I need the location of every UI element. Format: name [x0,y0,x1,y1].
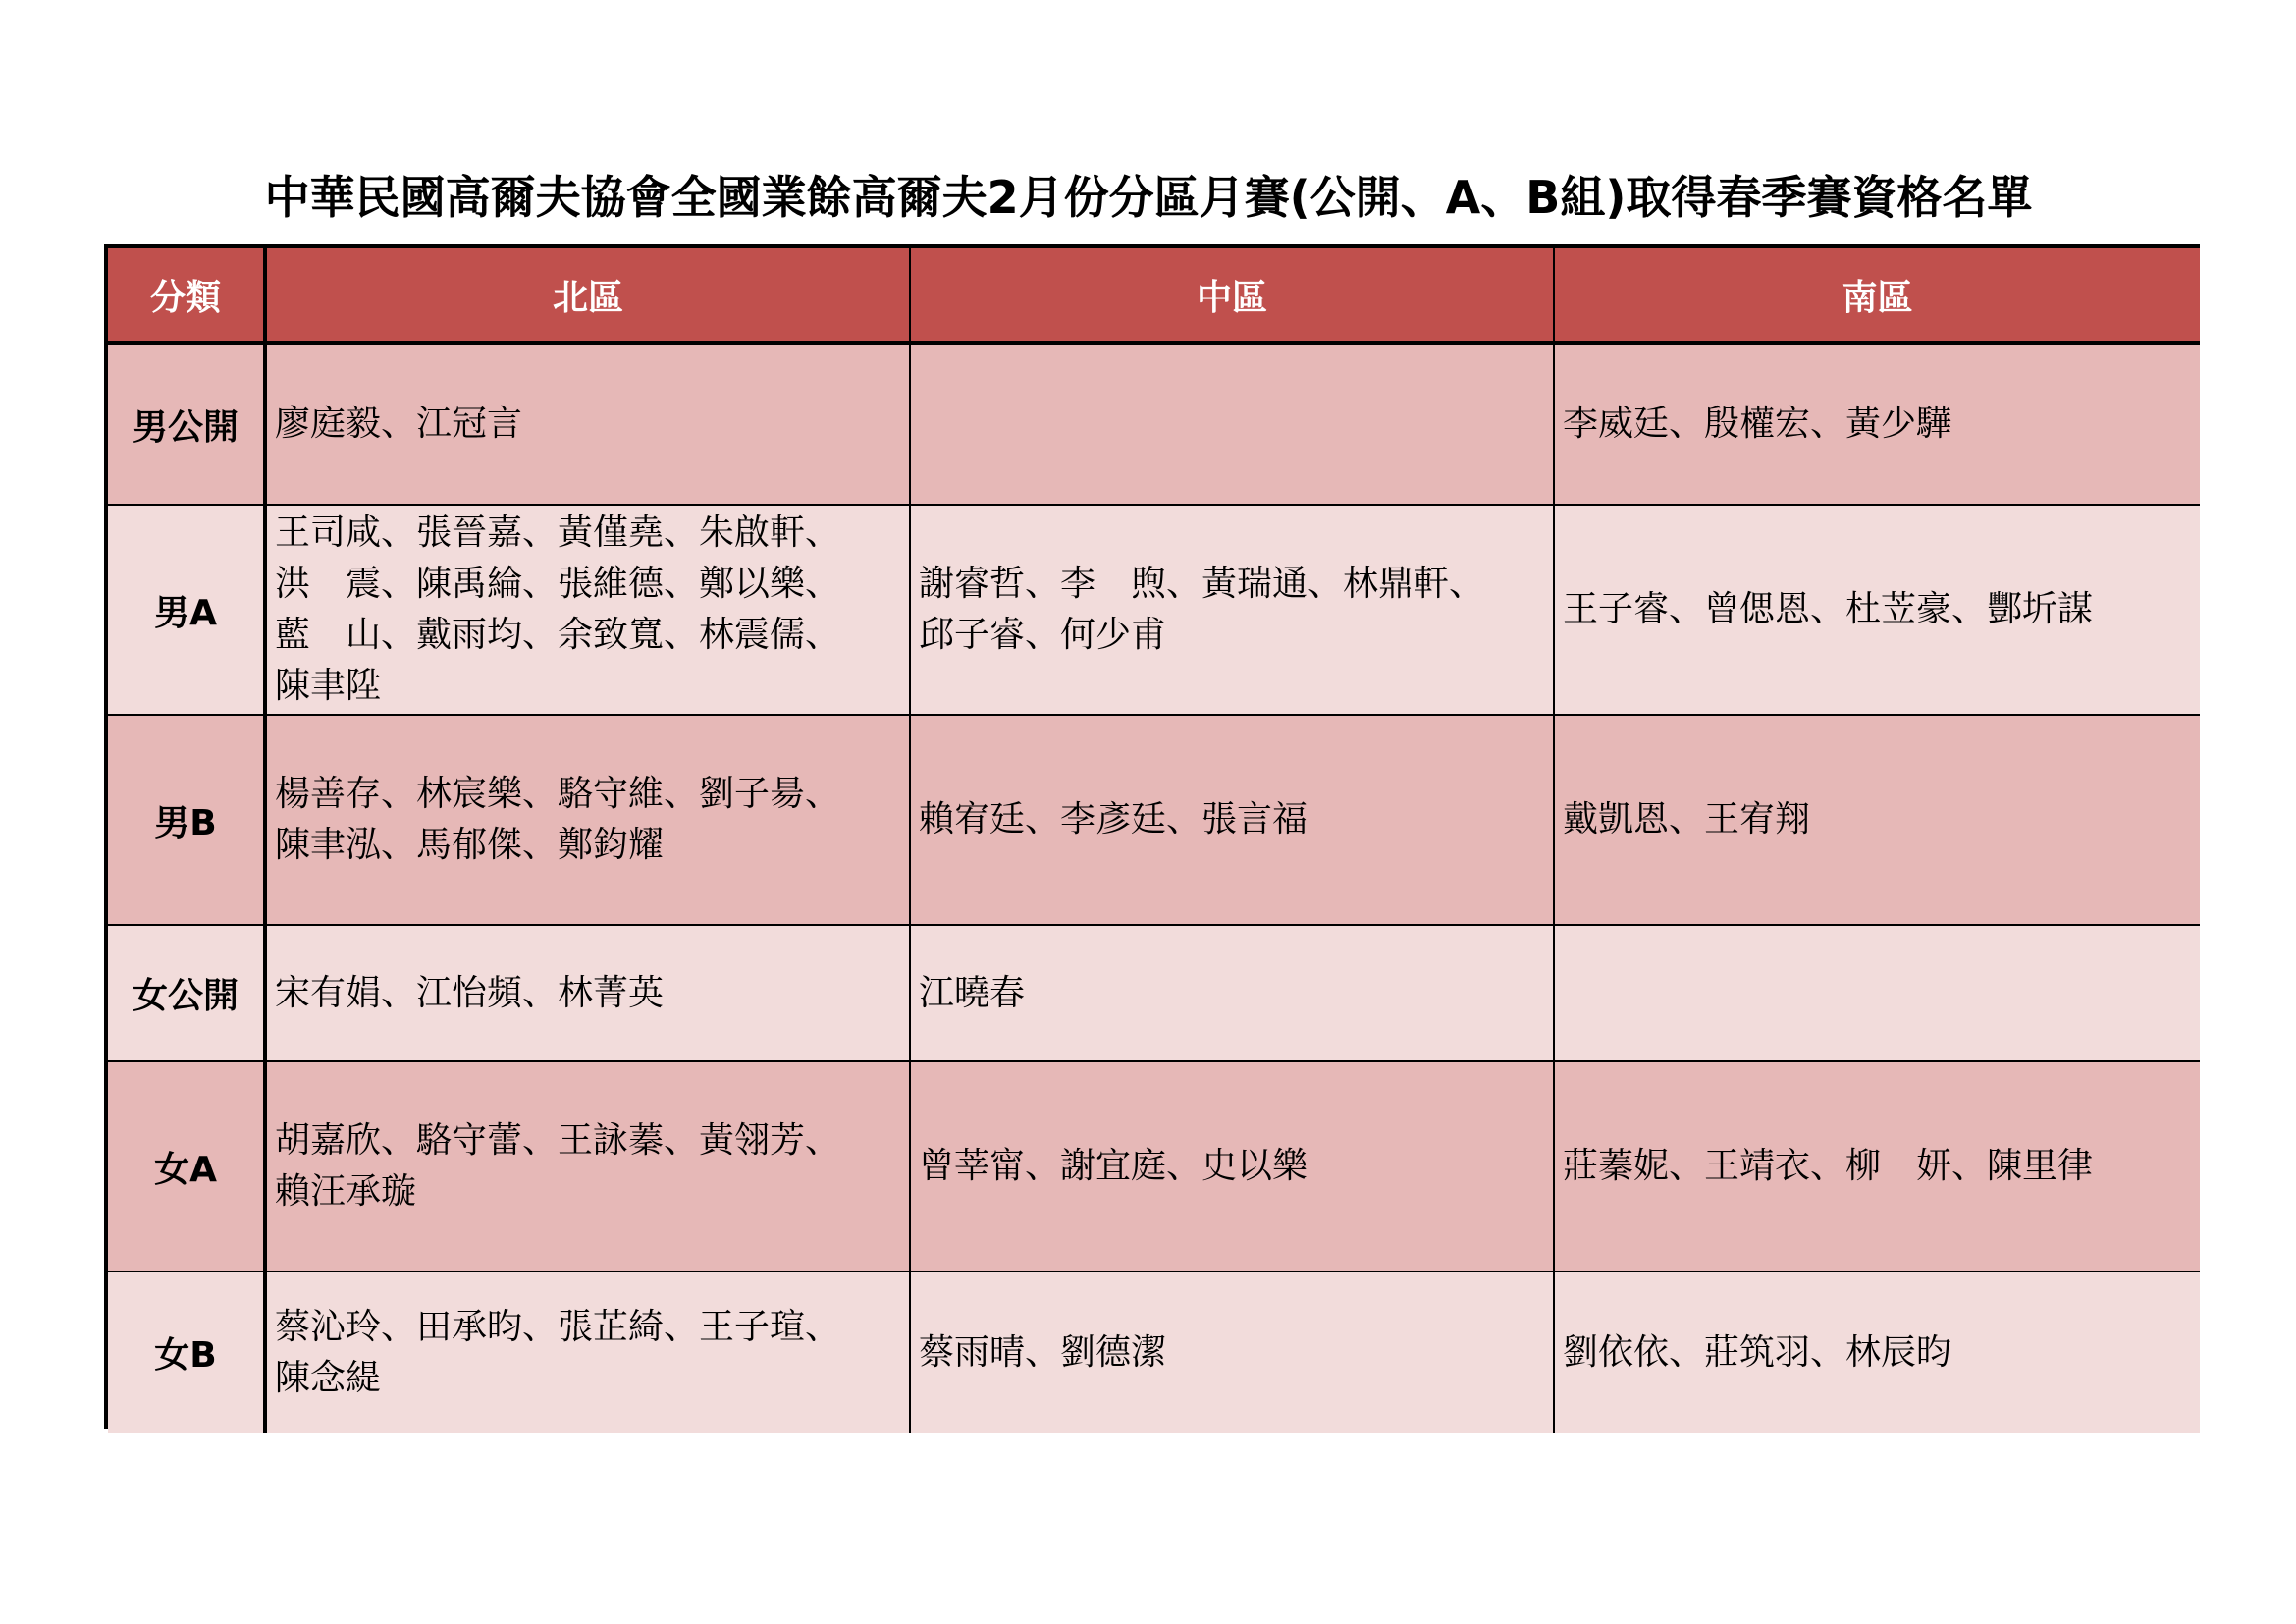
south-names: 李威廷、殷權宏、黃少驊 [1563,404,1952,444]
table-row [108,506,2200,716]
south-names [1555,926,2200,1060]
table-row [108,926,2200,1062]
qualification-table [104,244,2200,1429]
table-row [108,716,2200,926]
south-names: 劉依依、莊筑羽、林辰昀 [1563,1331,1952,1373]
north-names: 蔡沁玲、田承昀、張芷綺、王子瑄、 陳念緹 [267,1272,911,1433]
table-header-row [108,248,2200,345]
header-south: 南區 [1842,277,1913,318]
row-category: 女B [108,1272,267,1433]
north-names: 王司咸、張晉嘉、黃僅堯、朱啟軒、 洪 震、陳禹綸、張維德、鄭以樂、 藍 山、戴雨均、余致寬、林震儒、 陳聿陞 [267,506,911,714]
row-category: 女公開 [108,926,267,1060]
row-category: 男A [108,506,267,714]
south-names: 王子睿、曾偲恩、杜苙豪、酆圻謀 [1563,589,2094,629]
north-names: 宋有娟、江怡頻、林菁英 [267,926,911,1060]
central-names [911,345,1555,504]
north-names: 廖庭毅、江冠言 [267,345,911,504]
central-names: 曾莘甯、謝宜庭、史以樂 [911,1062,1555,1271]
central-names: 江曉春 [911,926,1555,1060]
central-names: 賴宥廷、李彥廷、張言福 [911,716,1555,924]
row-category: 男B [108,716,267,924]
north-names: 胡嘉欣、駱守蕾、王詠蓁、黃翎芳、 賴汪承璇 [267,1062,911,1271]
row-category: 男公開 [108,345,267,504]
row-category: 女A [108,1062,267,1271]
header-central: 中區 [911,248,1555,341]
south-names: 戴凱恩、王宥翔 [1563,799,1811,839]
central-names: 謝睿哲、李 煦、黃瑞通、林鼎軒、 邱子睿、何少甫 [911,506,1555,714]
page-title: 中華民國高爾夫協會全國業餘高爾夫2月份分區月賽(公開、A、B組)取得春季賽資格名單 [264,171,2033,224]
header-north: 北區 [267,248,911,341]
north-names: 楊善存、林宸樂、駱守維、劉子昜、 陳聿泓、馬郁傑、鄭鈞耀 [267,716,911,924]
south-names: 莊蓁妮、王靖衣、柳 妍、陳里律 [1563,1146,2094,1186]
table-row [108,345,2200,506]
table-row [108,1272,2200,1433]
header-category: 分類 [108,248,267,341]
central-names: 蔡雨晴、劉德潔 [911,1272,1555,1433]
table-row [108,1062,2200,1272]
